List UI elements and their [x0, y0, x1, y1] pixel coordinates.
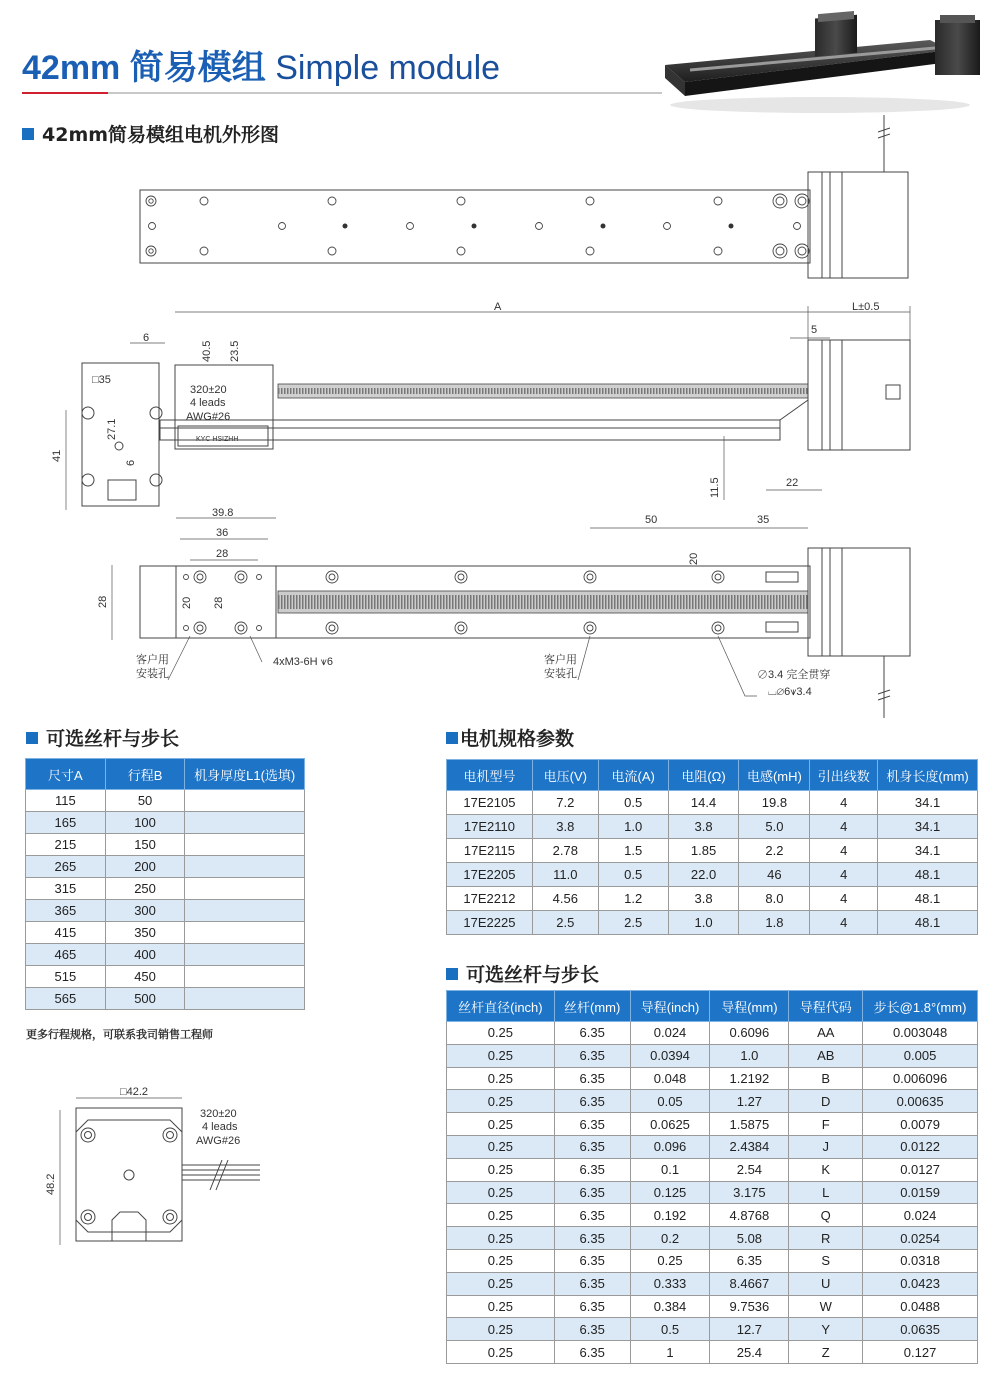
table-cell: 100: [105, 812, 185, 834]
cable-length: 320±20: [190, 384, 227, 396]
table-cell: 19.8: [739, 791, 810, 815]
column-header: 导程代码: [789, 991, 863, 1022]
customer-hole-label-1b: 安装孔: [136, 668, 169, 680]
table-cell: 0.5: [630, 1318, 710, 1341]
table-cell: 4.8768: [710, 1204, 789, 1227]
table-row: [447, 791, 978, 815]
dim-36: 36: [216, 527, 229, 539]
table-cell: 1.8: [739, 911, 810, 935]
table-cell: [185, 966, 305, 988]
column-header: 丝杆直径(inch): [447, 991, 555, 1022]
table-cell: 34.1: [878, 791, 978, 815]
column-header: 丝杆(mm): [554, 991, 630, 1022]
section-heading-motor: 电机规格参数: [446, 724, 574, 751]
table-cell: 34.1: [878, 815, 978, 839]
table-cell: 0.006096: [863, 1067, 978, 1090]
table-row: [447, 1272, 978, 1295]
table-cell: 265: [26, 856, 106, 878]
table-cell: [185, 834, 305, 856]
table-cell: 17E2115: [447, 839, 533, 863]
table-row: [26, 812, 305, 834]
table-cell: 400: [105, 944, 185, 966]
table-cell: 6.35: [554, 1113, 630, 1136]
table-cell: L: [789, 1181, 863, 1204]
table-cell: 22.0: [668, 863, 739, 887]
table-cell: 4: [810, 839, 878, 863]
table-cell: 0.024: [863, 1204, 978, 1227]
table-cell: 17E2205: [447, 863, 533, 887]
table-cell: 0.0122: [863, 1135, 978, 1158]
table-cell: 0.024: [630, 1022, 710, 1045]
table-row: [447, 839, 978, 863]
table-cell: 1.5: [598, 839, 668, 863]
table-cell: 0.25: [447, 1022, 555, 1045]
table-cell: 3.175: [710, 1181, 789, 1204]
table-cell: 3.8: [532, 815, 598, 839]
dim-11-5: 11.5: [709, 477, 721, 498]
column-header: 电阻(Ω): [668, 760, 739, 791]
table-cell: 0.0488: [863, 1295, 978, 1318]
table-cell: 350: [105, 922, 185, 944]
table-cell: [185, 900, 305, 922]
table-row: [447, 1158, 978, 1181]
table-cell: Z: [789, 1341, 863, 1364]
dim-6b: 6: [125, 459, 137, 466]
table-cell: 6.35: [554, 1181, 630, 1204]
table-cell: 0.25: [447, 1113, 555, 1136]
table-cell: 215: [26, 834, 106, 856]
customer-hole-label-1a: 客户用: [136, 654, 169, 666]
table-cell: 0.00635: [863, 1090, 978, 1113]
dim-a-label: A: [494, 301, 502, 313]
column-header: 引出线数: [810, 760, 878, 791]
table-cell: 6.35: [554, 1341, 630, 1364]
table-cell: 2.78: [532, 839, 598, 863]
table-cell: 6.35: [554, 1022, 630, 1045]
table-cell: 17E2225: [447, 911, 533, 935]
table-cell: AA: [789, 1022, 863, 1045]
table-cell: W: [789, 1295, 863, 1318]
table-cell: 2.2: [739, 839, 810, 863]
table-cell: 0.25: [447, 1295, 555, 1318]
motor-spec-table: [446, 759, 978, 935]
table-cell: 1.85: [668, 839, 739, 863]
table-cell: Y: [789, 1318, 863, 1341]
table-row: [447, 863, 978, 887]
table-cell: 515: [26, 966, 106, 988]
table-cell: 0.25: [447, 1158, 555, 1181]
table-cell: 0.048: [630, 1067, 710, 1090]
table-cell: 1: [630, 1341, 710, 1364]
dim-28b: 28: [97, 595, 109, 608]
table-cell: S: [789, 1249, 863, 1272]
table-row: [26, 966, 305, 988]
table-cell: 3.8: [668, 887, 739, 911]
column-header: 导程(inch): [630, 991, 710, 1022]
dim-39-8: 39.8: [212, 507, 234, 519]
table-header-row: [447, 991, 978, 1022]
table-cell: 0.003048: [863, 1022, 978, 1045]
dim-20: 20: [688, 552, 700, 565]
table-cell: B: [789, 1067, 863, 1090]
table-cell: AB: [789, 1044, 863, 1067]
table-row: [447, 1067, 978, 1090]
dim-41: 41: [51, 449, 63, 462]
table-cell: 2.5: [598, 911, 668, 935]
table-cell: [185, 944, 305, 966]
column-header: 电机型号: [447, 760, 533, 791]
dim-28c: 28: [213, 596, 225, 609]
table-row: [447, 1318, 978, 1341]
table-cell: 25.4: [710, 1341, 789, 1364]
table-row: [26, 790, 305, 812]
table-header-row: [447, 760, 978, 791]
table-cell: 17E2110: [447, 815, 533, 839]
table-cell: 6.35: [554, 1227, 630, 1250]
table-cell: 0.005: [863, 1044, 978, 1067]
table-row: [447, 1135, 978, 1158]
table-cell: 1.0: [710, 1044, 789, 1067]
table-cell: 0.127: [863, 1341, 978, 1364]
table-cell: 0.0394: [630, 1044, 710, 1067]
side-view: [51, 301, 910, 510]
section-heading-stroke: 可选丝杆与步长: [26, 724, 179, 751]
table-row: [447, 1249, 978, 1272]
table-row: [26, 878, 305, 900]
motor-front-drawing: [30, 1080, 290, 1260]
dim-22: 22: [786, 477, 799, 489]
column-header: 机身长度(mm): [878, 760, 978, 791]
dim-5: 5: [811, 324, 818, 336]
hole-label-2: ⌴∅6⩛3.4: [768, 686, 812, 698]
column-header: 机身厚度L1(选填): [185, 759, 305, 790]
table-cell: 0.0254: [863, 1227, 978, 1250]
screw-options-table: [446, 990, 978, 1364]
table-cell: 34.1: [878, 839, 978, 863]
table-cell: 0.0079: [863, 1113, 978, 1136]
table-cell: 0.25: [447, 1204, 555, 1227]
dim-40-5: 40.5: [201, 340, 213, 362]
page-title-en: Simple module: [275, 49, 501, 87]
table-cell: 48.1: [878, 911, 978, 935]
technical-drawing: [0, 100, 1000, 720]
table-header-row: [26, 759, 305, 790]
table-cell: 48.1: [878, 863, 978, 887]
table-cell: 150: [105, 834, 185, 856]
column-header: 导程(mm): [710, 991, 789, 1022]
table-cell: 17E2105: [447, 791, 533, 815]
customer-hole-label-2a: 客户用: [544, 654, 577, 666]
table-cell: R: [789, 1227, 863, 1250]
section-heading-drawing: 42mm简易模组电机外形图: [22, 120, 279, 147]
column-header: 电压(V): [532, 760, 598, 791]
cable-awg: AWG#26: [186, 411, 231, 423]
page-title-cn: 42mm 简易模组: [22, 49, 266, 87]
table-cell: 6.35: [554, 1044, 630, 1067]
table-cell: 0.192: [630, 1204, 710, 1227]
table-cell: 165: [26, 812, 106, 834]
table-cell: 0.25: [447, 1341, 555, 1364]
top-view: [140, 115, 908, 278]
table-cell: 0.0635: [863, 1318, 978, 1341]
table-cell: 0.25: [447, 1272, 555, 1295]
title-rule: [22, 92, 662, 94]
table-cell: [185, 878, 305, 900]
table-row: [447, 1227, 978, 1250]
table-cell: 6.35: [554, 1318, 630, 1341]
column-header: 电流(A): [598, 760, 668, 791]
table-cell: Q: [789, 1204, 863, 1227]
table-cell: 315: [26, 878, 106, 900]
table-cell: 0.0423: [863, 1272, 978, 1295]
table-cell: 465: [26, 944, 106, 966]
table-row: [447, 1204, 978, 1227]
table-cell: [185, 856, 305, 878]
table-cell: [185, 790, 305, 812]
table-cell: 1.5875: [710, 1113, 789, 1136]
table-cell: 2.54: [710, 1158, 789, 1181]
table-row: [447, 1295, 978, 1318]
cable-leads: 4 leads: [190, 397, 226, 409]
dim-48-2: 48.2: [45, 1173, 57, 1195]
table-cell: 46: [739, 863, 810, 887]
table-cell: 0.25: [630, 1249, 710, 1272]
table-cell: 500: [105, 988, 185, 1010]
table-cell: 115: [26, 790, 106, 812]
table-cell: 48.1: [878, 887, 978, 911]
section-heading-screw: 可选丝杆与步长: [446, 960, 599, 987]
front-view: [97, 507, 910, 718]
table-row: [447, 815, 978, 839]
cable-leads-2: 4 leads: [202, 1121, 238, 1133]
table-cell: 0.5: [598, 863, 668, 887]
table-cell: [185, 922, 305, 944]
page-title: [22, 40, 500, 89]
dim-35: 35: [757, 514, 770, 526]
table-cell: 6.35: [554, 1135, 630, 1158]
table-cell: 0.096: [630, 1135, 710, 1158]
column-header: 尺寸A: [26, 759, 106, 790]
thread-label: 4xM3-6H ⩛6: [273, 656, 334, 668]
table-cell: 6.35: [554, 1067, 630, 1090]
dim-20b: 20: [181, 596, 193, 609]
stroke-note: 更多行程规格，可联系我司销售工程师: [26, 1028, 213, 1041]
table-cell: D: [789, 1090, 863, 1113]
table-cell: 5.08: [710, 1227, 789, 1250]
table-cell: 9.7536: [710, 1295, 789, 1318]
dim-28: 28: [216, 548, 229, 560]
table-cell: 0.25: [447, 1044, 555, 1067]
table-cell: [185, 812, 305, 834]
table-cell: 4: [810, 791, 878, 815]
section-bullet: [26, 732, 38, 744]
column-header: 电感(mH): [739, 760, 810, 791]
hole-label-1: ∅3.4 完全贯穿: [757, 669, 831, 681]
stroke-table: [25, 758, 305, 1010]
table-cell: 6.35: [554, 1158, 630, 1181]
dim-27-1: 27.1: [106, 418, 118, 440]
table-row: [447, 1044, 978, 1067]
table-cell: 250: [105, 878, 185, 900]
table-row: [447, 1090, 978, 1113]
table-cell: 4: [810, 815, 878, 839]
table-row: [447, 1113, 978, 1136]
table-cell: 6.35: [710, 1249, 789, 1272]
table-cell: 450: [105, 966, 185, 988]
table-cell: 200: [105, 856, 185, 878]
dim-6: 6: [143, 332, 150, 344]
table-row: [447, 1022, 978, 1045]
table-cell: J: [789, 1135, 863, 1158]
table-cell: 1.0: [668, 911, 739, 935]
table-cell: 6.35: [554, 1295, 630, 1318]
table-cell: U: [789, 1272, 863, 1295]
table-row: [26, 988, 305, 1010]
table-cell: 4: [810, 887, 878, 911]
table-cell: 17E2212: [447, 887, 533, 911]
column-header: 步长@1.8°(mm): [863, 991, 978, 1022]
table-row: [26, 900, 305, 922]
table-cell: 8.0: [739, 887, 810, 911]
table-cell: 0.2: [630, 1227, 710, 1250]
table-cell: 0.25: [447, 1135, 555, 1158]
cable-length-2: 320±20: [200, 1108, 237, 1120]
table-cell: 0.0318: [863, 1249, 978, 1272]
table-cell: 8.4667: [710, 1272, 789, 1295]
section-bullet: [446, 968, 458, 980]
table-cell: 6.35: [554, 1090, 630, 1113]
table-row: [447, 1341, 978, 1364]
table-cell: 0.05: [630, 1090, 710, 1113]
table-row: [26, 922, 305, 944]
table-cell: 0.25: [447, 1181, 555, 1204]
table-cell: 0.0625: [630, 1113, 710, 1136]
table-cell: 6.35: [554, 1249, 630, 1272]
table-cell: 0.125: [630, 1181, 710, 1204]
table-cell: 0.0159: [863, 1181, 978, 1204]
customer-hole-label-2b: 安装孔: [544, 668, 577, 680]
dim-50: 50: [645, 514, 658, 526]
table-cell: 1.27: [710, 1090, 789, 1113]
table-row: [447, 1181, 978, 1204]
table-cell: 0.5: [598, 791, 668, 815]
table-cell: F: [789, 1113, 863, 1136]
table-cell: 6.35: [554, 1204, 630, 1227]
dim-sq42: □42.2: [120, 1086, 149, 1098]
table-row: [26, 944, 305, 966]
table-cell: [185, 988, 305, 1010]
table-cell: K: [789, 1158, 863, 1181]
table-cell: 3.8: [668, 815, 739, 839]
table-cell: 0.25: [447, 1249, 555, 1272]
table-cell: 4: [810, 863, 878, 887]
table-cell: 0.25: [447, 1090, 555, 1113]
table-cell: 0.0127: [863, 1158, 978, 1181]
table-cell: 0.384: [630, 1295, 710, 1318]
table-cell: 12.7: [710, 1318, 789, 1341]
table-row: [26, 834, 305, 856]
carriage-tiny-label: KYC HSIZHH: [196, 436, 239, 443]
table-row: [447, 911, 978, 935]
table-cell: 7.2: [532, 791, 598, 815]
table-cell: 0.25: [447, 1227, 555, 1250]
section-bullet: [446, 732, 458, 744]
table-cell: 14.4: [668, 791, 739, 815]
table-cell: 1.0: [598, 815, 668, 839]
table-cell: 6.35: [554, 1272, 630, 1295]
table-cell: 0.333: [630, 1272, 710, 1295]
table-cell: 0.25: [447, 1318, 555, 1341]
table-row: [26, 856, 305, 878]
table-cell: 0.25: [447, 1067, 555, 1090]
table-cell: 565: [26, 988, 106, 1010]
table-cell: 5.0: [739, 815, 810, 839]
table-cell: 2.5: [532, 911, 598, 935]
dim-l-label: L±0.5: [852, 301, 880, 313]
table-cell: 0.1: [630, 1158, 710, 1181]
table-cell: 300: [105, 900, 185, 922]
column-header: 行程B: [105, 759, 185, 790]
cable-awg-2: AWG#26: [196, 1135, 241, 1147]
table-cell: 4.56: [532, 887, 598, 911]
table-cell: 1.2192: [710, 1067, 789, 1090]
table-cell: 50: [105, 790, 185, 812]
table-cell: 0.6096: [710, 1022, 789, 1045]
table-cell: 415: [26, 922, 106, 944]
table-row: [447, 887, 978, 911]
table-cell: 11.0: [532, 863, 598, 887]
table-cell: 1.2: [598, 887, 668, 911]
table-cell: 2.4384: [710, 1135, 789, 1158]
dim-23-5: 23.5: [229, 340, 241, 362]
dim-sq35: □35: [92, 374, 111, 386]
table-cell: 4: [810, 911, 878, 935]
table-cell: 365: [26, 900, 106, 922]
